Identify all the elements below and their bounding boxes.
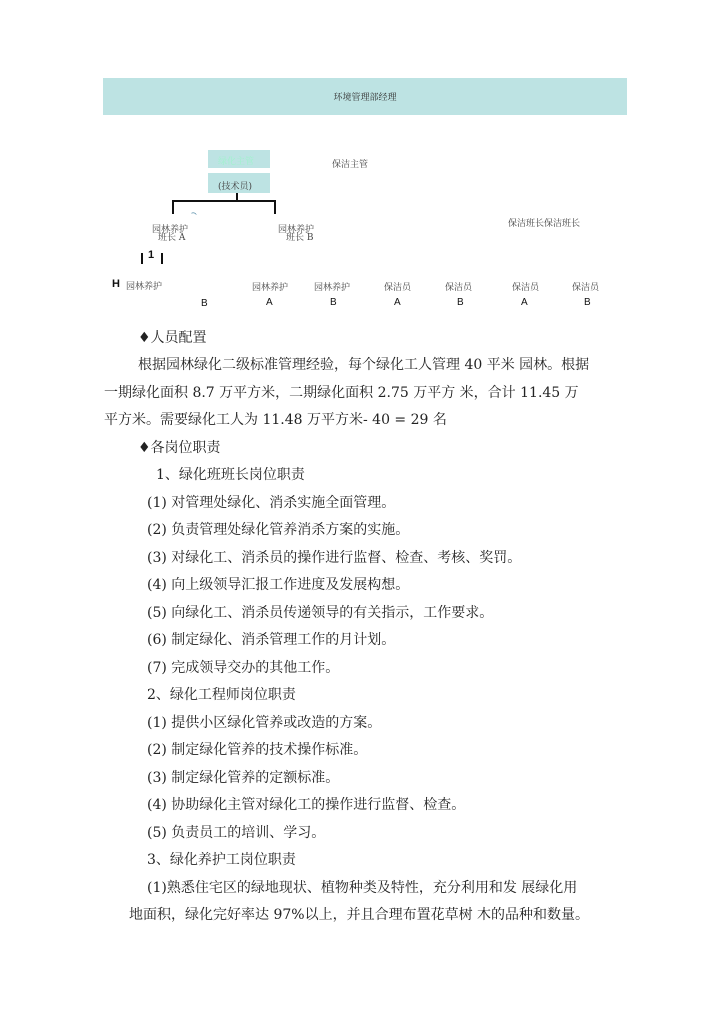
bottom-node-1-grade: B: [201, 298, 208, 309]
connector-horizontal: [172, 200, 276, 202]
sub2-item-4: (4) 协助绿化主管对绿化工的操作进行监督、检查。: [147, 797, 466, 813]
sub3-title: 3、绿化养护工岗位职责: [147, 852, 296, 868]
technician-box: [208, 173, 270, 193]
team-a-line1: 园林养护: [152, 225, 189, 235]
sub3-line-1: (1)熟悉住宅区的绿地现状、植物种类及特性，充分利用和发 展绿化用: [147, 880, 578, 896]
bottom-node-7-name: 保洁员: [572, 283, 600, 293]
team-b-line2: 班长 B: [286, 233, 314, 243]
org-top-label: 环境管理部经理: [333, 93, 397, 103]
team-a-line2: 班长 A: [158, 233, 186, 243]
cleaning-supervisor-label: 保洁主管: [332, 160, 369, 170]
sub1-item-2: (2) 负责管理处绿化管养消杀方案的实施。: [147, 522, 410, 538]
bottom-node-4-grade: A: [394, 297, 401, 308]
sub1-item-1: (1) 对管理处绿化、消杀实施全面管理。: [147, 495, 396, 511]
bottom-node-6-name: 保洁员: [512, 283, 540, 293]
bottom-node-7-grade: B: [584, 297, 591, 308]
mark-bar-left: [141, 253, 143, 264]
sub1-item-3: (3) 对绿化工、消杀员的操作进行监督、检查、考核、奖罚。: [147, 550, 522, 566]
connector-right: [274, 200, 276, 214]
bottom-node-1-name: 园林养护: [126, 282, 163, 292]
bottom-node-6-grade: A: [521, 297, 528, 308]
bottom-node-3-grade: B: [330, 297, 337, 308]
bottom-node-5-name: 保洁员: [445, 283, 473, 293]
mark-bar-right: [161, 253, 163, 264]
cleaning-leaders-label: 保洁班长保洁班长: [508, 219, 581, 229]
sub2-title: 2、绿化工程师岗位职责: [147, 687, 296, 703]
mark-h: H: [112, 278, 120, 290]
bottom-node-4-name: 保洁员: [384, 283, 412, 293]
technician-label: (技术员): [218, 182, 253, 192]
sub2-item-3: (3) 制定绿化管养的定额标准。: [147, 770, 340, 786]
section2-heading: ♦各岗位职责: [138, 440, 221, 456]
section1-line-2: 一期绿化面积 8.7 万平方米，二期绿化面积 2.75 万平方 米，合计 11.45 万: [104, 385, 579, 401]
section1-line-3: 平方米。需要绿化工人为 11.48 万平方米- 40 = 29 名: [104, 412, 447, 428]
greening-supervisor-box: [208, 150, 270, 168]
sub1-item-6: (6) 制定绿化、消杀管理工作的月计划。: [147, 632, 396, 648]
sub3-line-2: 地面积，绿化完好率达 97%以上，并且合理布置花草树 木的品种和数量。: [129, 907, 590, 923]
mark-one: 1: [148, 249, 155, 261]
section1-line-1: 根据园林绿化二级标准管理经验，每个绿化工人管理 40 平米 园林。根据: [138, 357, 590, 373]
bottom-node-2-name: 园林养护: [252, 283, 289, 293]
sub1-item-7: (7) 完成领导交办的其他工作。: [147, 660, 340, 676]
bottom-node-2-grade: A: [266, 297, 273, 308]
sub1-item-4: (4) 向上级领导汇报工作进度及发展构想。: [147, 577, 410, 593]
bottom-node-5-grade: B: [457, 297, 464, 308]
bottom-node-3-name: 园林养护: [314, 283, 351, 293]
org-top-box: [103, 78, 627, 115]
team-b-line1: 园林养护: [278, 225, 315, 235]
section1-heading: ♦人员配置: [138, 330, 207, 346]
sub2-item-1: (1) 提供小区绿化管养或改造的方案。: [147, 715, 382, 731]
greening-supervisor-label: 绿化主管: [218, 157, 255, 167]
sub1-item-5: (5) 向绿化工、消杀员传递领导的有关指示，工作要求。: [147, 605, 494, 621]
sub1-title: 1、绿化班班长岗位职责: [156, 467, 305, 483]
sub2-item-5: (5) 负责员工的培训、学习。: [147, 825, 326, 841]
curve-mark-icon: ◝: [190, 209, 200, 222]
connector-left: [172, 200, 174, 214]
sub2-item-2: (2) 制定绿化管养的技术操作标准。: [147, 742, 368, 758]
